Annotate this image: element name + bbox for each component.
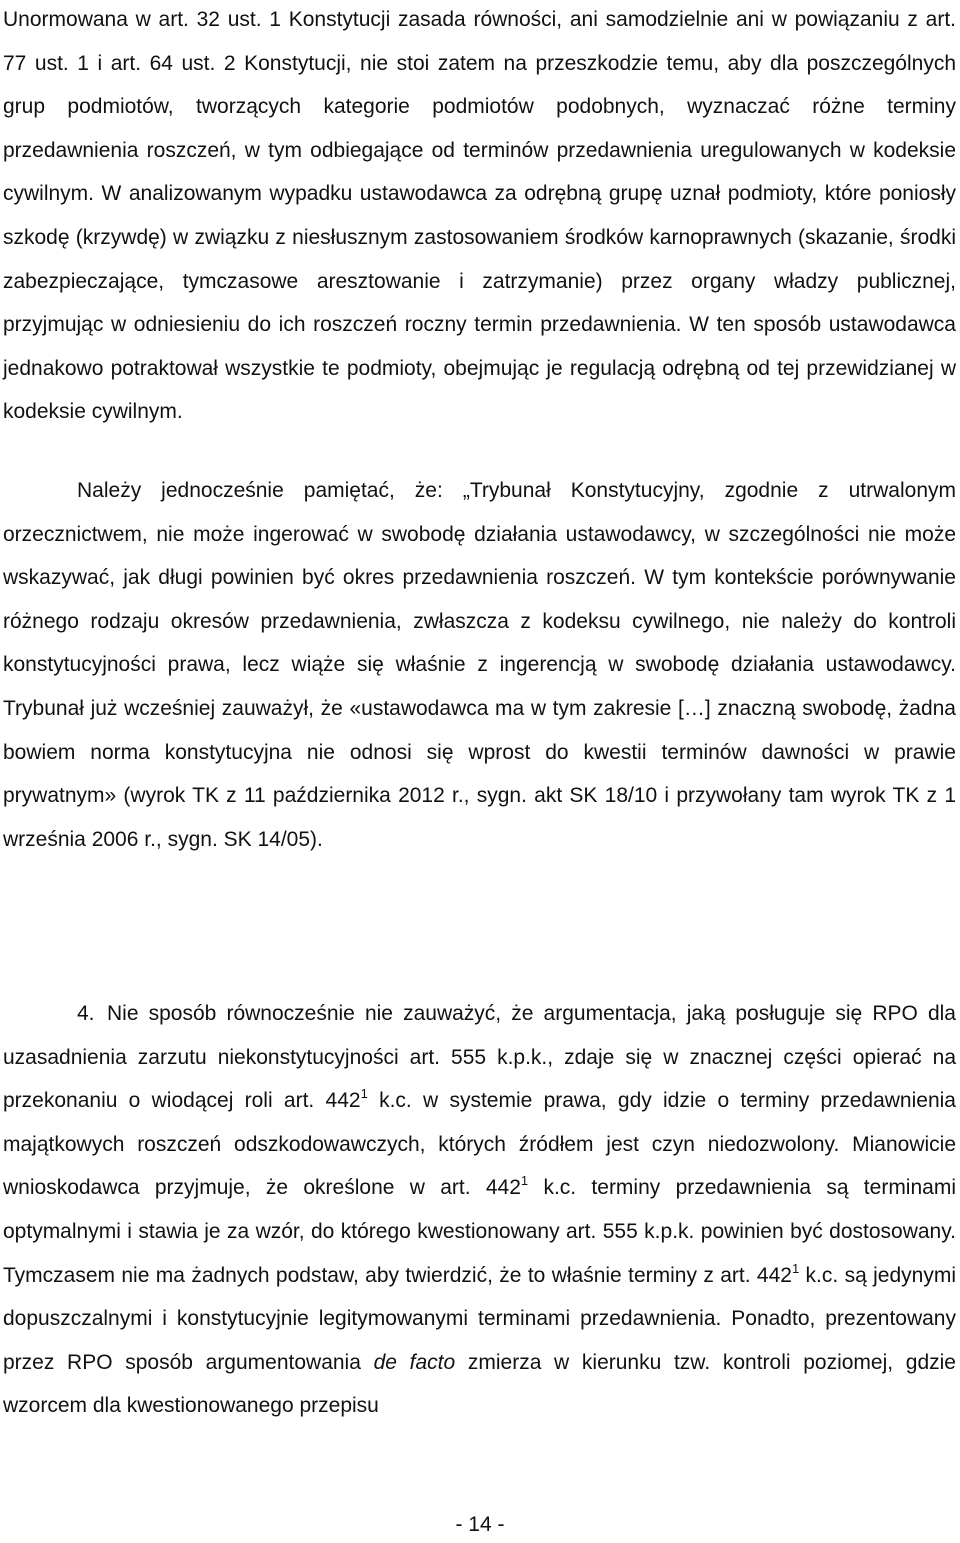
paragraph-section-4 — [3, 992, 956, 1428]
page-number: - 14 - — [455, 1513, 505, 1536]
paragraph-3-text-4: k.c. są jedynymi dopuszczalnymi i konstytucyjnie legitymowanymi terminami przedawnienia. Ponadto, prezentowany przez RPO sposób argumentowania — [3, 1263, 957, 1374]
paragraph-constitutional-tribunal-quote — [3, 469, 956, 861]
paragraph-3-text-3: k.c. terminy przedawnienia są terminami optymalnymi i stawia je za wzór, do którego kwestionowany art. 555 k.p.k. powinien być dostosowany. Tymczasem nie ma żadnych podstaw, aby twierdzić, że to właśnie terminy z art. 442 — [3, 1176, 956, 1287]
paragraph-3-text-1: Nie sposób równocześnie nie zauważyć, że argumentacja, jaką posługuje się RPO dla uzasadnienia zarzutu niekonstytucyjności art. 555 k.p.k., zdaje się w znacznej części opierać na przekonaniu o wiodącej roli art. 442 — [3, 1002, 956, 1113]
italic-de-facto: de facto — [373, 1350, 456, 1374]
superscript-1: 1 — [360, 1086, 368, 1102]
superscript-1: 1 — [520, 1173, 529, 1189]
paragraph-2-text: Należy jednocześnie pamiętać, że: „Trybunał Konstytucyjny, zgodnie z utrwalonym orzecznictwem, nie może ingerować w swobodę działania ustawodawcy, w szczególności nie może wskazywać, jak długi powinien być okres przedawnienia roszczeń. W tym kontekście porównywanie różnego rodzaju okresów przedawnienia, zwłaszcza z kodeksu cywilnego, nie należy do kontroli konstytucyjności prawa, lecz wiąże się właśnie z ingerencją w swobodę działania ustawodawcy. Trybunał już wcześniej zauważył, że «ustawodawca ma w tym zakresie […] znaczną swobodę, żadna bowiem norma konstytucyjna nie odnosi się wprost do kwestii terminów dawności w prawie prywatnym» (wyrok TK z 11 października 2012 r., sygn. akt SK 18/10 i przywołany tam wyrok TK z 1 września 2006 r., sygn. SK 14/05). — [3, 479, 956, 851]
superscript-1: 1 — [791, 1260, 800, 1276]
paragraph-equality-principle: Unormowana w art. 32 ust. 1 Konstytucji zasada równości, ani samodzielnie ani w powiązaniu z art. 77 ust. 1 i art. 64 ust. 2 Konstytucji, nie stoi zatem na przeszkodzie temu, aby dla poszczególnych grup podmiotów, tworzących kategorie podmiotów podobnych, wyznaczać różne terminy przedawnienia roszczeń, w tym odbiegające od terminów przedawnienia uregulowanych w kodeksie cywilnym. W analizowanym wypadku ustawodawca za odrębną grupę uznał podmioty, które poniosły szkodę (krzywdę) w związku z niesłusznym zastosowaniem środków karnoprawnych (skazanie, środki zabezpieczające, tymczasowe aresztowanie i zatrzymanie) przez organy władzy publicznej, przyjmując w odniesieniu do ich roszczeń roczny termin przedawnienia. W ten sposób ustawodawca jednakowo potraktował wszystkie te podmioty, obejmując je regulacją odrębną od tej przewidzianej w kodeksie cywilnym. — [3, 8, 956, 424]
paragraph-3-text-5: zmierza w kierunku tzw. kontroli poziomej, gdzie wzorcem dla kwestionowanego przepisu — [3, 1350, 956, 1418]
paragraph-3-text-2: k.c. w systemie prawa, gdy idzie o terminy przedawnienia majątkowych roszczeń odszkodowawczych, których źródłem jest czyn niedozwolony. Mianowicie wnioskodawca przyjmuje, że określone w art. 442 — [3, 1089, 956, 1200]
section-number: 4. — [77, 1002, 95, 1025]
